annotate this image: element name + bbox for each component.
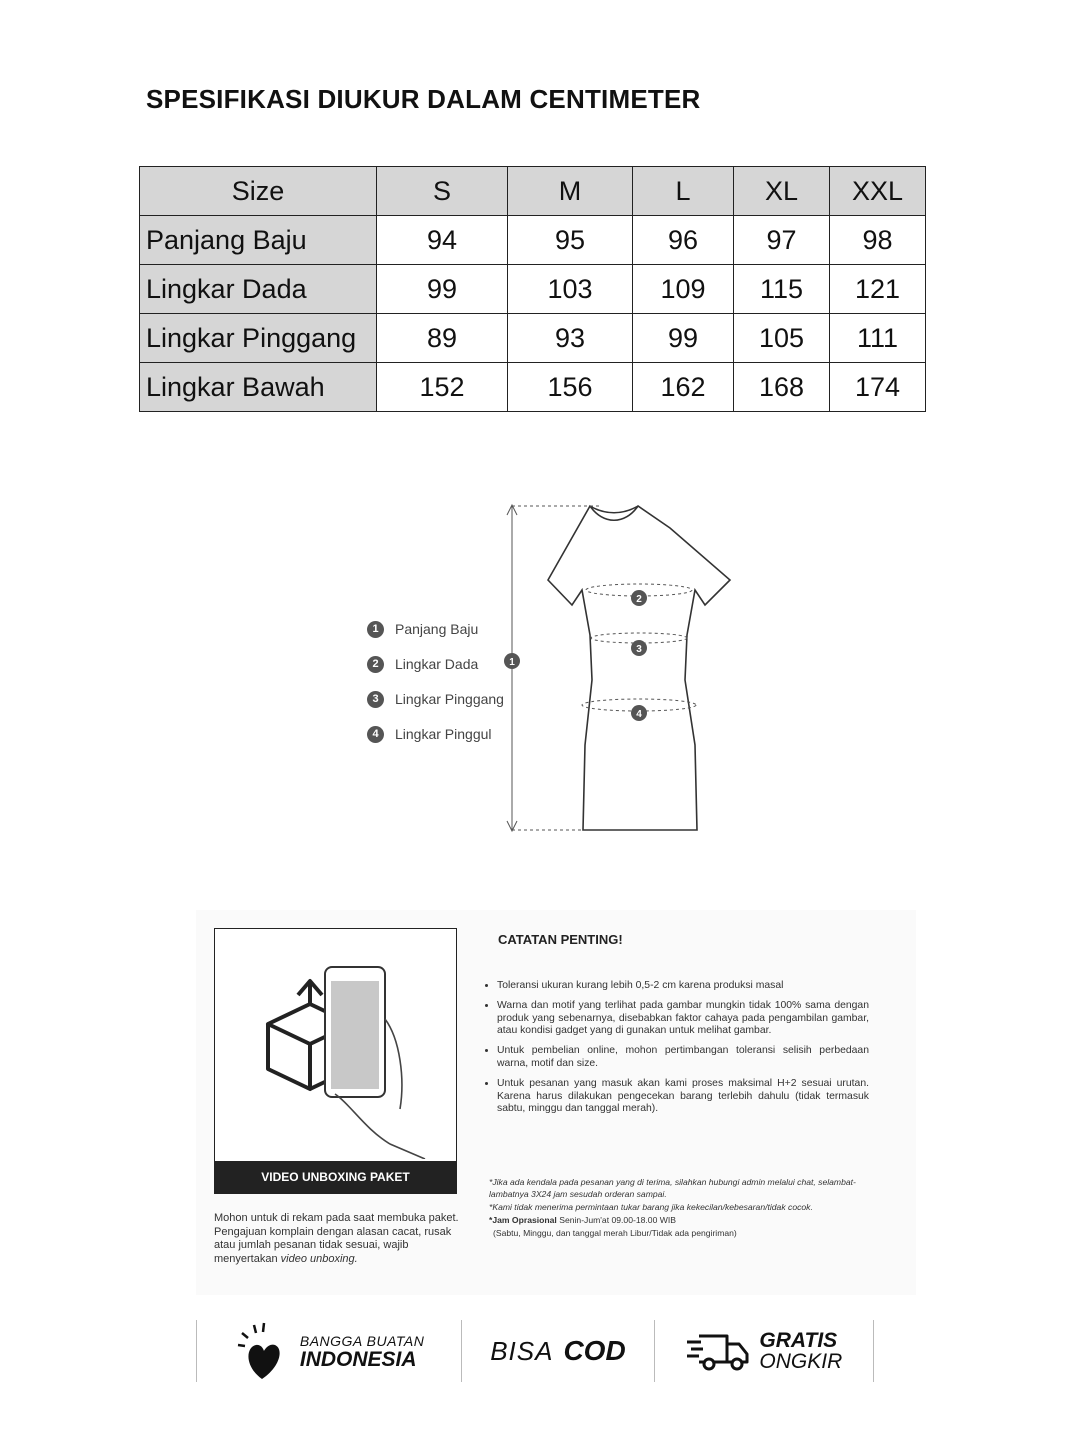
- badge-ongkir-text: ONGKIR: [759, 1350, 843, 1373]
- badge-strip: [196, 1320, 874, 1382]
- legend-number-badge: 1: [367, 621, 384, 638]
- row-label: Lingkar Dada: [140, 265, 377, 314]
- unboxing-label-bar: VIDEO UNBOXING PAKET: [215, 1161, 456, 1193]
- table-row: [140, 265, 926, 314]
- table-cell: 174: [830, 363, 926, 412]
- table-cell: 99: [633, 314, 734, 363]
- unboxing-illustration-box: [214, 928, 457, 1194]
- footnote-exchange: *Kami tidak menerima permintaan tukar barang jika kekecilan/kebesaran/tidak cocok.: [489, 1202, 813, 1212]
- legend-item: [367, 717, 504, 751]
- notes-title: CATATAN PENTING!: [498, 932, 623, 947]
- table-cell: 96: [633, 216, 734, 265]
- table-cell: 121: [830, 265, 926, 314]
- marker-label: 3: [636, 644, 642, 655]
- table-cell: 162: [633, 363, 734, 412]
- footnote-hours: *Jam Oprasional Senin-Jum'at 09.00-18.00 WIB: [489, 1215, 676, 1225]
- table-cell: 98: [830, 216, 926, 265]
- table-cell: 103: [508, 265, 633, 314]
- row-label: Lingkar Bawah: [140, 363, 377, 412]
- table-cell: 168: [734, 363, 830, 412]
- badge-made-in-indonesia: [196, 1320, 461, 1382]
- table-header-cell: L: [633, 167, 734, 216]
- table-cell: 93: [508, 314, 633, 363]
- unboxing-description: Mohon untuk di rekam pada saat membuka paket. Pengajuan komplain dengan alasan cacat, rusak atau jumlah pesanan tidak sesuai, wajib menyertakan video unboxing.: [214, 1212, 459, 1265]
- dress-outline: [548, 506, 730, 830]
- marker-label: 4: [636, 709, 642, 720]
- table-cell: 95: [508, 216, 633, 265]
- page-title: SPESIFIKASI DIUKUR DALAM CENTIMETER: [146, 84, 701, 114]
- table-header-cell: XL: [734, 167, 830, 216]
- badge-cod: [461, 1320, 653, 1382]
- legend-number-badge: 2: [367, 656, 384, 673]
- table-cell: 94: [377, 216, 508, 265]
- legend-label: Lingkar Pinggang: [395, 691, 504, 707]
- heart-icon: [234, 1321, 290, 1381]
- legend-label: Lingkar Pinggul: [395, 726, 492, 742]
- table-cell: 105: [734, 314, 830, 363]
- marker-label: 1: [509, 657, 515, 668]
- notes-list: [483, 980, 869, 1123]
- table-row: [140, 314, 926, 363]
- table-cell: 115: [734, 265, 830, 314]
- measurement-legend: [367, 612, 504, 752]
- dress-measurement-diagram: [495, 495, 740, 840]
- footnote-complaint: *Jika ada kendala pada pesanan yang di terima, silahkan hubungi admin melalui chat, selambat-lambatnya 3X24 jam sesudah orderan sampai.: [489, 1177, 856, 1199]
- table-header-cell: XXL: [830, 167, 926, 216]
- table-cell: 152: [377, 363, 508, 412]
- table-cell: 97: [734, 216, 830, 265]
- table-header-cell: S: [377, 167, 508, 216]
- list-item: • Warna dan motif yang terlihat pada gambar mungkin tidak 100% sama dengan produk yang sebenarnya, disebabkan faktor cahaya pada pengambilan gambar, atau kondisi gadget yang di gunakan untuk melihat gambar.: [497, 1000, 869, 1038]
- badge-small-text: BANGGA BUATAN: [299, 1332, 425, 1349]
- legend-item: [367, 647, 504, 681]
- table-cell: 89: [377, 314, 508, 363]
- delivery-truck-icon: [685, 1330, 751, 1372]
- table-row: [140, 216, 926, 265]
- badge-big-text: INDONESIA: [299, 1347, 417, 1371]
- legend-item: [367, 682, 504, 716]
- legend-number-badge: 3: [367, 691, 384, 708]
- table-header-cell: M: [508, 167, 633, 216]
- table-row: [140, 363, 926, 412]
- table-header-cell: Size: [140, 167, 377, 216]
- table-cell: 109: [633, 265, 734, 314]
- legend-label: Panjang Baju: [395, 621, 479, 637]
- table-cell: 99: [377, 265, 508, 314]
- badge-free-shipping: [654, 1320, 874, 1382]
- marker-label: 2: [636, 594, 642, 605]
- footnote-hours-note: (Sabtu, Minggu, dan tanggal merah Libur/Tidak ada pengiriman): [493, 1228, 737, 1238]
- unboxing-phone-icon: [215, 929, 455, 1159]
- footnotes: [489, 1176, 879, 1240]
- badge-cod-label: COD: [563, 1335, 626, 1366]
- badge-gratis-text: GRATIS: [759, 1329, 838, 1352]
- list-item: • Untuk pembelian online, mohon pertimbangan toleransi selisih perbedaan warna, motif dan size.: [497, 1045, 869, 1071]
- list-item: • Toleransi ukuran kurang lebih 0,5-2 cm karena produksi masal: [497, 980, 869, 993]
- legend-label: Lingkar Dada: [395, 656, 479, 672]
- table-header-row: [140, 167, 926, 216]
- badge-cod-prefix: BISA: [490, 1335, 554, 1366]
- row-label: Lingkar Pinggang: [140, 314, 377, 363]
- size-table: [139, 166, 926, 412]
- table-cell: 156: [508, 363, 633, 412]
- legend-number-badge: 4: [367, 726, 384, 743]
- row-label: Panjang Baju: [140, 216, 377, 265]
- legend-item: [367, 612, 504, 646]
- list-item: • Untuk pesanan yang masuk akan kami proses maksimal H+2 sesuai urutan. Karena harus dilakukan pengecekan barang terlebih dahulu (tidak termasuk sabtu, minggu dan tanggal merah).: [497, 1078, 869, 1116]
- table-cell: 111: [830, 314, 926, 363]
